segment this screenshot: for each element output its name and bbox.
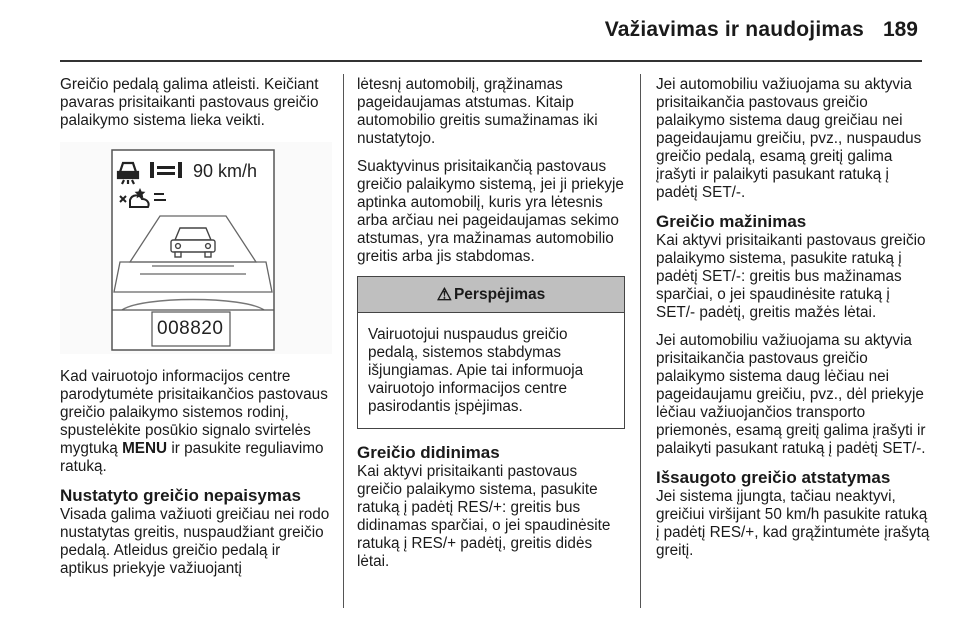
column-divider: [343, 74, 344, 608]
paragraph: Greičio pedalą galima atleisti. Keičiant pavaras prisitaikanti pastovaus greičio palaikymo sistema lieka veikti.: [60, 76, 319, 129]
paragraph: Kai aktyvi prisitaikanti pastovaus greičio palaikymo sistema, pasukite ratuką į padėtį RES/+: greitis bus didinamas sparčiai, o jei spaudinėsite ratuką į RES/+ padėtį, greitis didės lėtai.: [357, 463, 611, 570]
set-speed-readout: 90 km/h: [193, 161, 258, 181]
instrument-cluster-figure: [60, 142, 332, 354]
warning-icon: ⚠: [436, 284, 452, 304]
lead-vehicle-icon: [171, 228, 215, 257]
warning-title: Perspėjimas: [453, 285, 546, 303]
warning-box: [357, 276, 625, 429]
paragraph: Suaktyvinus prisitaikančią pastovaus greičio palaikymo sistemą, jei ji priekyje aptinka automobilį, kuris yra lėtesnis arba arčiau nei pageidaujamas sekimo atstumas, yra mažinamas automobilio greitis arba jis stabdomas.: [357, 158, 624, 265]
paragraph: Jei sistema įjungta, tačiau neaktyvi, greičiui viršijant 50 km/h pasukite ratuką į padėtį RES/+, kad grąžintumėte įrašytą greitį.: [656, 488, 930, 559]
page-title: Važiavimas ir naudojimas: [604, 18, 864, 41]
warning-header: [358, 277, 624, 313]
column-3: [656, 76, 931, 560]
section-heading: Greičio didinimas: [357, 443, 500, 462]
header-rule: [60, 60, 922, 62]
paragraph: lėtesnį automobilį, grąžinamas pageidaujamas atstumas. Kitaip automobilio greitis sumažinamas iki nustatytojo.: [357, 76, 598, 147]
paragraph: Visada galima važiuoti greičiau nei rodo nustatytas greitis, nuspaudžiant greičio pedalą. Atleidus greičio pedalą ir aptikus priekyje važiuojantį: [60, 506, 330, 577]
section-heading: Išsaugoto greičio atstatymas: [656, 468, 891, 487]
paragraph: Jei automobiliu važiuojama su aktyvia prisitaikančia pastovaus greičio palaikymo sistema daug lėčiau nei pageidaujamu greičiu, pvz., dėl priekyje lėčiau važiuojančios transporto priemonės, esamą greitį galima įrašyti ir palaikyti pasukant ratuką į padėtį SET/-.: [656, 332, 926, 457]
section-heading: Greičio mažinimas: [656, 212, 807, 231]
column-divider: [640, 74, 641, 608]
paragraph: [60, 368, 332, 476]
paragraph-text: ir pasukite reguliavimo ratuką.: [60, 440, 324, 475]
paragraph-text: Kad vairuotojo informacijos centre parodytumėte prisitaikančios pastovaus greičio palaikymo sistemos rodinį, spustelėkite posūkio signalo svirtelės mygtuką: [60, 368, 328, 457]
column-2: [357, 76, 625, 571]
odometer-readout: 008820: [157, 318, 224, 339]
page-number: 189: [882, 18, 918, 41]
menu-key-label: MENU: [122, 440, 168, 457]
warning-text: Vairuotojui nuspaudus greičio pedalą, sistemos stabdymas išjungiamas. Apie tai informuoja vairuotojo informacijos centre pasirodantis įspėjimas.: [368, 326, 584, 415]
paragraph: Jei automobiliu važiuojama su aktyvia prisitaikančia pastovaus greičio palaikymo sistema daug greičiau nei pageidaujamu greičiu, pvz., nuspaudus greičio pedalą, esamą greitį galima įrašyti ir palaikyti pasukant ratuką į padėtį SET/-.: [656, 76, 922, 201]
section-heading: Nustatyto greičio nepaisymas: [60, 486, 301, 505]
page-header: [0, 0, 960, 60]
column-1: [60, 76, 332, 578]
paragraph: Kai aktyvi prisitaikanti pastovaus greičio palaikymo sistema, pasukite ratuką į padėtį SET/-: greitis bus mažinamas sparčiai, o jei spaudinėsite ratuką į SET/- padėtį, greitis mažės lėtai.: [656, 232, 926, 321]
